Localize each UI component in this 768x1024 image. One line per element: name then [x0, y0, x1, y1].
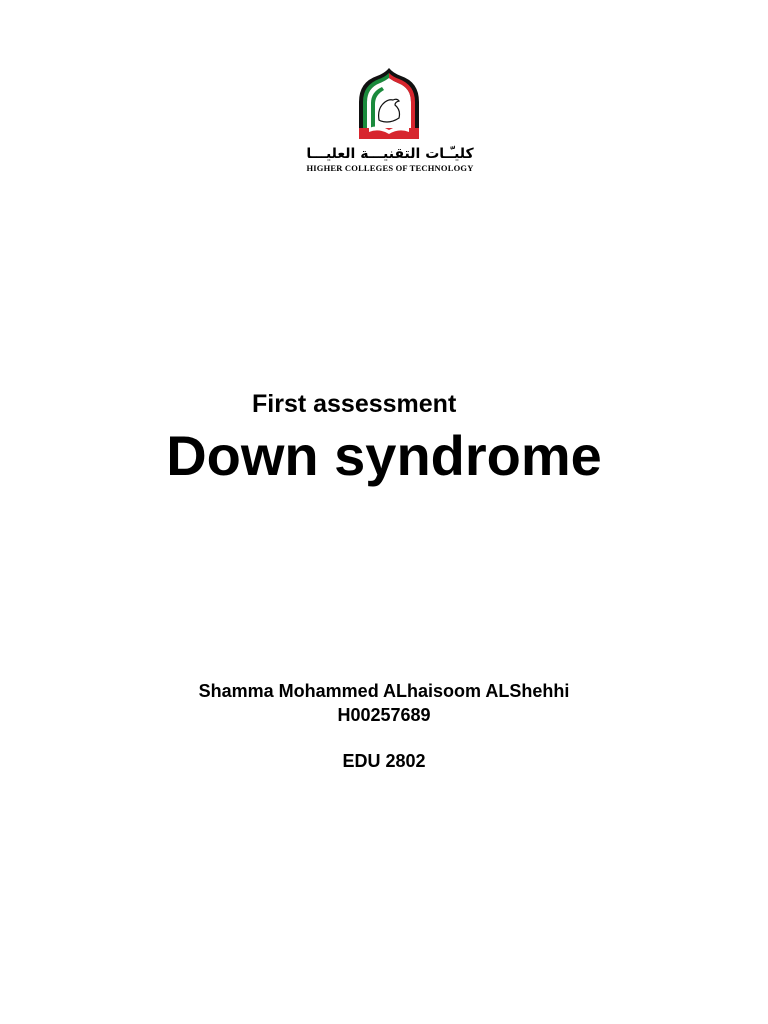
college-emblem-icon [355, 68, 423, 140]
college-name-arabic: كليـّـات التقنيـــة العليـــا [306, 146, 474, 162]
document-subtitle: First assessment [252, 390, 457, 418]
course-code: EDU 2802 [342, 751, 426, 771]
student-id: H00257689 [337, 705, 431, 725]
document-title: Down syndrome [166, 424, 602, 487]
author-name: Shamma Mohammed ALhaisoom ALShehhi [198, 681, 570, 701]
college-name-english: HIGHER COLLEGES OF TECHNOLOGY [306, 163, 474, 173]
college-logo [300, 68, 480, 178]
